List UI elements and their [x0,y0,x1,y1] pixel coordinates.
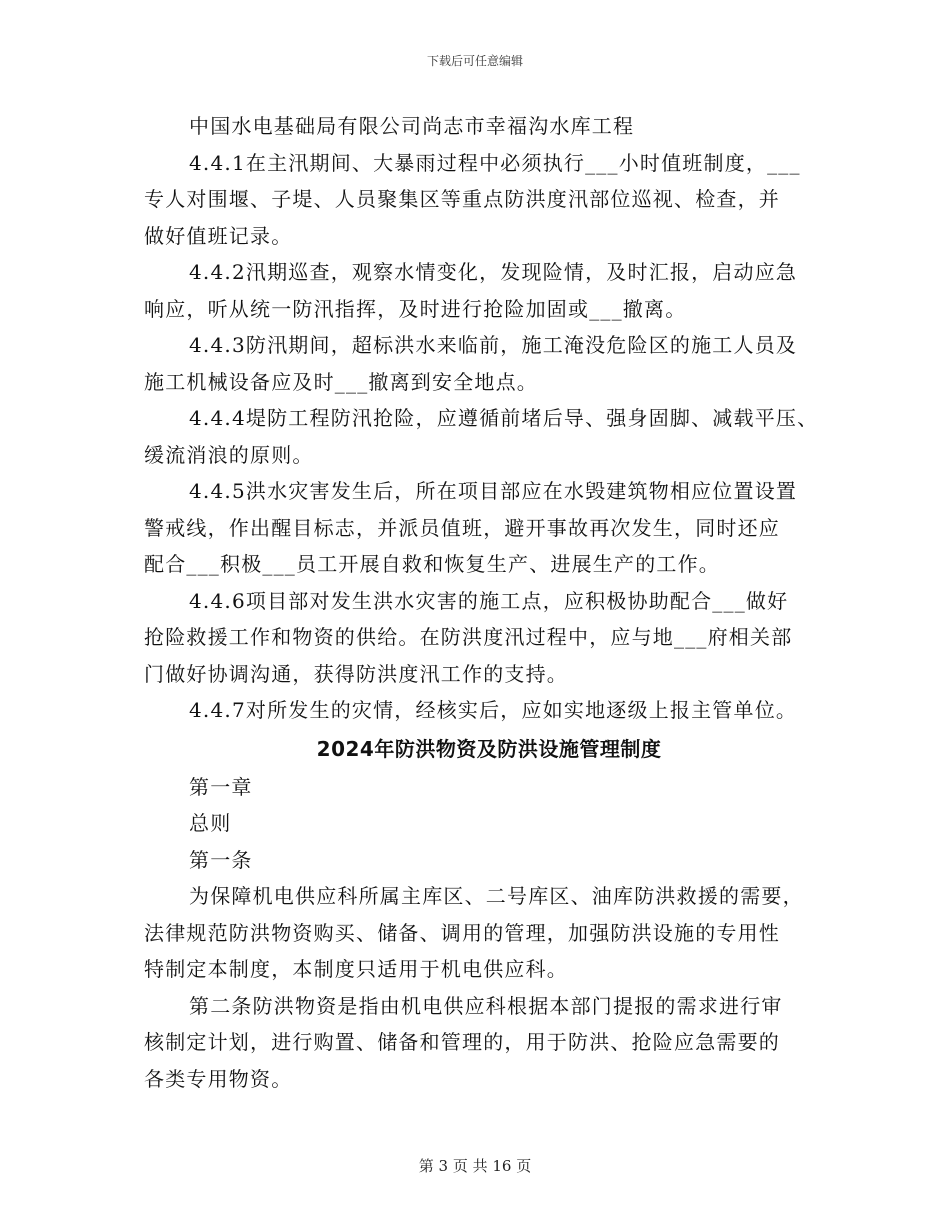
paragraph-line: 法律规范防洪物资购买、储备、调用的管理，加强防洪设施的专用性 [144,920,780,945]
paragraph-line: 4.4.6项目部对发生洪水灾害的施工点，应积极协助配合___做好 [189,588,789,613]
page-number: 第 3 页 共 16 页 [418,1157,532,1175]
paragraph-line: 核制定计划，进行购置、储备和管理的，用于防洪、抢险应急需要的 [144,1030,780,1054]
paragraph-line: 4.4.7对所发生的灾情，经核实后，应如实地逐级上报主管单位。 [189,698,798,722]
paragraph-line: 4.4.4堤防工程防汛抢险，应遵循前堵后导、强身固脚、减载平压、 [189,406,819,430]
paragraph-line: 4.4.1在主汛期间、大暴雨过程中必须执行___小时值班制度，___ [189,150,801,175]
paragraph-line: 做好值班记录。 [144,223,293,248]
section-title: 2024年防洪物资及防洪设施管理制度 [316,736,662,761]
paragraph-line: 门做好协调沟通，获得防洪度汛工作的支持。 [144,661,568,686]
chapter-subheading: 总则 [189,811,232,835]
paragraph-line: 配合___积极___员工开展自救和恢复生产、进展生产的工作。 [144,552,720,576]
paragraph-line: 为保障机电供应科所属主库区、二号库区、油库防洪救援的需要， [189,884,804,908]
article-heading: 第一条 [189,847,253,872]
paragraph-line: 抢险救援工作和物资的供给。在防洪度汛过程中，应与地___府相关部 [144,625,793,649]
project-line: 中国水电基础局有限公司尚志市幸福沟水库工程 [189,114,635,138]
chapter-heading: 第一章 [189,774,253,799]
document-body [144,108,834,1097]
paragraph-line: 各类专用物资。 [144,1066,293,1091]
paragraph-line: 响应，听从统一防汛指挥，及时进行抢险加固或___撤离。 [144,296,687,321]
paragraph-line: 4.4.3防汛期间，超标洪水来临前，施工淹没危险区的施工人员及 [189,333,798,357]
paragraph-line: 缓流消浪的原则。 [144,442,314,467]
paragraph-line: 专人对围堰、子堤、人员聚集区等重点防洪度汛部位巡视、检查，并 [144,187,780,211]
paragraph-line: 施工机械设备应及时___撤离到安全地点。 [144,369,538,394]
paragraph-line: 4.4.5洪水灾害发生后，所在项目部应在水毁建筑物相应位置设置 [189,479,798,503]
paragraph-line: 特制定本制度，本制度只适用于机电供应科。 [144,957,568,981]
paragraph-line: 警戒线，作出醒目标志，并派员值班，避开事故再次发生，同时还应 [144,515,780,540]
paragraph-line: 4.4.2汛期巡查，观察水情变化，发现险情，及时汇报，启动应急 [189,260,798,284]
paragraph-line: 第二条防洪物资是指由机电供应科根据本部门提报的需求进行审 [189,993,783,1018]
page-header-note: 下载后可任意编辑 [426,54,523,68]
